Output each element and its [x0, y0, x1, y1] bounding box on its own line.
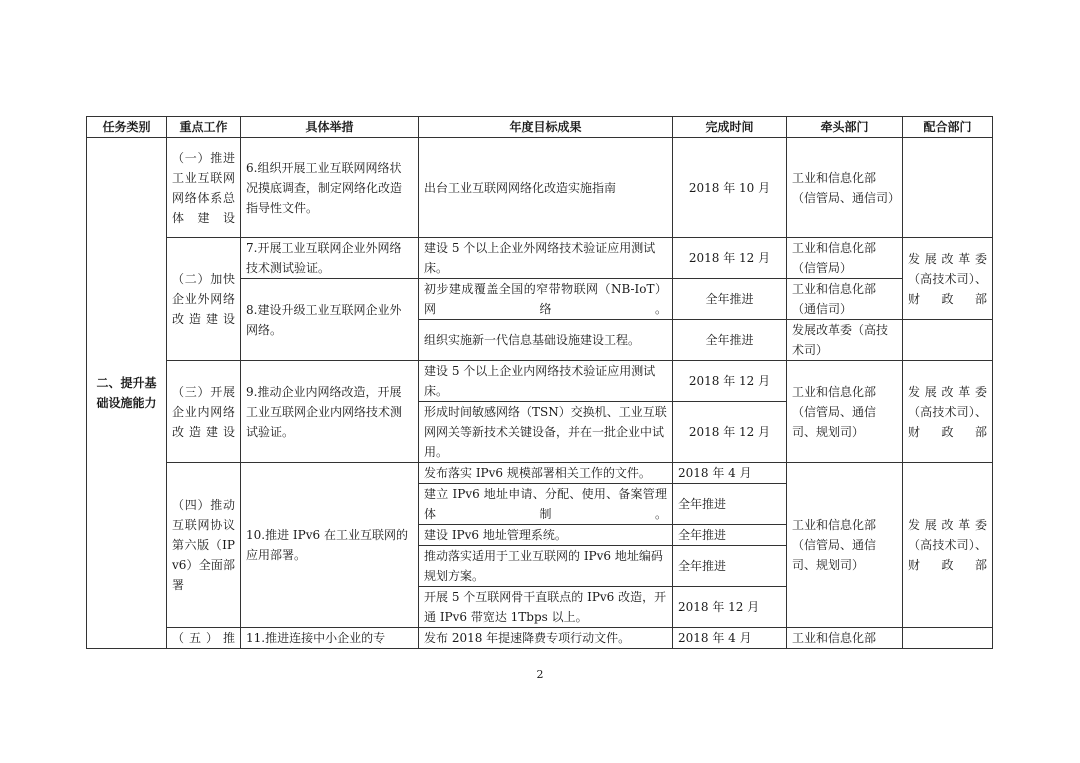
lead-dept: 工业和信息化部（信管局）: [787, 238, 903, 279]
completion-time: 2018 年 10 月: [673, 138, 787, 238]
task-table-container: [86, 116, 993, 649]
target: 初步建成覆盖全国的窄带物联网（NB-IoT）网络。: [419, 279, 673, 320]
table-row: [87, 463, 993, 484]
completion-time: 全年推进: [673, 320, 787, 361]
lead-dept: 工业和信息化部（通信司）: [787, 279, 903, 320]
support-dept: [903, 628, 993, 649]
support-dept: 发展改革委（高技术司）、财政部: [903, 238, 993, 320]
target: 开展 5 个互联网骨干直联点的 IPv6 改造，开通 IPv6 带宽达 1Tbps 以上。: [419, 587, 673, 628]
measure: 11.推进连接中小企业的专: [241, 628, 419, 649]
header-cell: 配合部门: [903, 117, 993, 138]
completion-time: 2018 年 12 月: [673, 238, 787, 279]
task-category: 二、提升基础设施能力: [87, 138, 167, 649]
key-work: （三）开展企业内网络改造建设: [167, 361, 241, 463]
completion-time: 全年推进: [673, 546, 787, 587]
target: 建设 5 个以上企业外网络技术验证应用测试床。: [419, 238, 673, 279]
completion-time: 全年推进: [673, 279, 787, 320]
completion-time: 2018 年 12 月: [673, 361, 787, 402]
target: 发布 2018 年提速降费专项行动文件。: [419, 628, 673, 649]
table-header-row: [87, 117, 993, 138]
target: 出台工业互联网网络化改造实施指南: [419, 138, 673, 238]
target: 形成时间敏感网络（TSN）交换机、工业互联网网关等新技术关键设备，并在一批企业中试用。: [419, 402, 673, 463]
target: 发布落实 IPv6 规模部署相关工作的文件。: [419, 463, 673, 484]
key-work: （一）推进工业互联网网络体系总体建设: [167, 138, 241, 238]
key-work: （五）推: [167, 628, 241, 649]
lead-dept: 工业和信息化部: [787, 628, 903, 649]
header-cell: 具体举措: [241, 117, 419, 138]
measure: 8.建设升级工业互联网企业外网络。: [241, 279, 419, 361]
table-row: [87, 238, 993, 279]
lead-dept: 工业和信息化部（信管局、通信司、规划司）: [787, 361, 903, 463]
lead-dept: 发展改革委（高技术司）: [787, 320, 903, 361]
header-cell: 牵头部门: [787, 117, 903, 138]
completion-time: 2018 年 4 月: [673, 628, 787, 649]
measure: 9.推动企业内网络改造，开展工业互联网企业内网络技术测试验证。: [241, 361, 419, 463]
lead-dept: 工业和信息化部（信管局、通信司、规划司）: [787, 463, 903, 628]
key-work: （四）推动互联网协议第六版（IPv6）全面部署: [167, 463, 241, 628]
completion-time: 2018 年 12 月: [673, 402, 787, 463]
target: 建设 IPv6 地址管理系统。: [419, 525, 673, 546]
measure: 10.推进 IPv6 在工业互联网的应用部署。: [241, 463, 419, 628]
completion-time: 全年推进: [673, 525, 787, 546]
target: 建设 5 个以上企业内网络技术验证应用测试床。: [419, 361, 673, 402]
table-row: [87, 628, 993, 649]
header-cell: 重点工作: [167, 117, 241, 138]
key-work: （二）加快企业外网络改造建设: [167, 238, 241, 361]
completion-time: 2018 年 4 月: [673, 463, 787, 484]
target: 组织实施新一代信息基础设施建设工程。: [419, 320, 673, 361]
measure: 7.开展工业互联网企业外网络技术测试验证。: [241, 238, 419, 279]
completion-time: 2018 年 12 月: [673, 587, 787, 628]
support-dept: [903, 138, 993, 238]
measure: 6.组织开展工业互联网网络状况摸底调查，制定网络化改造指导性文件。: [241, 138, 419, 238]
table-row: [87, 138, 993, 238]
support-dept: [903, 320, 993, 361]
header-cell: 任务类别: [87, 117, 167, 138]
table-row: [87, 361, 993, 402]
task-table: [86, 116, 993, 649]
target: 建立 IPv6 地址申请、分配、使用、备案管理体制。: [419, 484, 673, 525]
lead-dept: 工业和信息化部（信管局、通信司）: [787, 138, 903, 238]
support-dept: 发展改革委（高技术司）、财政部: [903, 361, 993, 463]
completion-time: 全年推进: [673, 484, 787, 525]
support-dept: 发展改革委（高技术司）、财政部: [903, 463, 993, 628]
target: 推动落实适用于工业互联网的 IPv6 地址编码规划方案。: [419, 546, 673, 587]
header-cell: 年度目标成果: [419, 117, 673, 138]
page-number: 2: [536, 668, 544, 681]
header-cell: 完成时间: [673, 117, 787, 138]
